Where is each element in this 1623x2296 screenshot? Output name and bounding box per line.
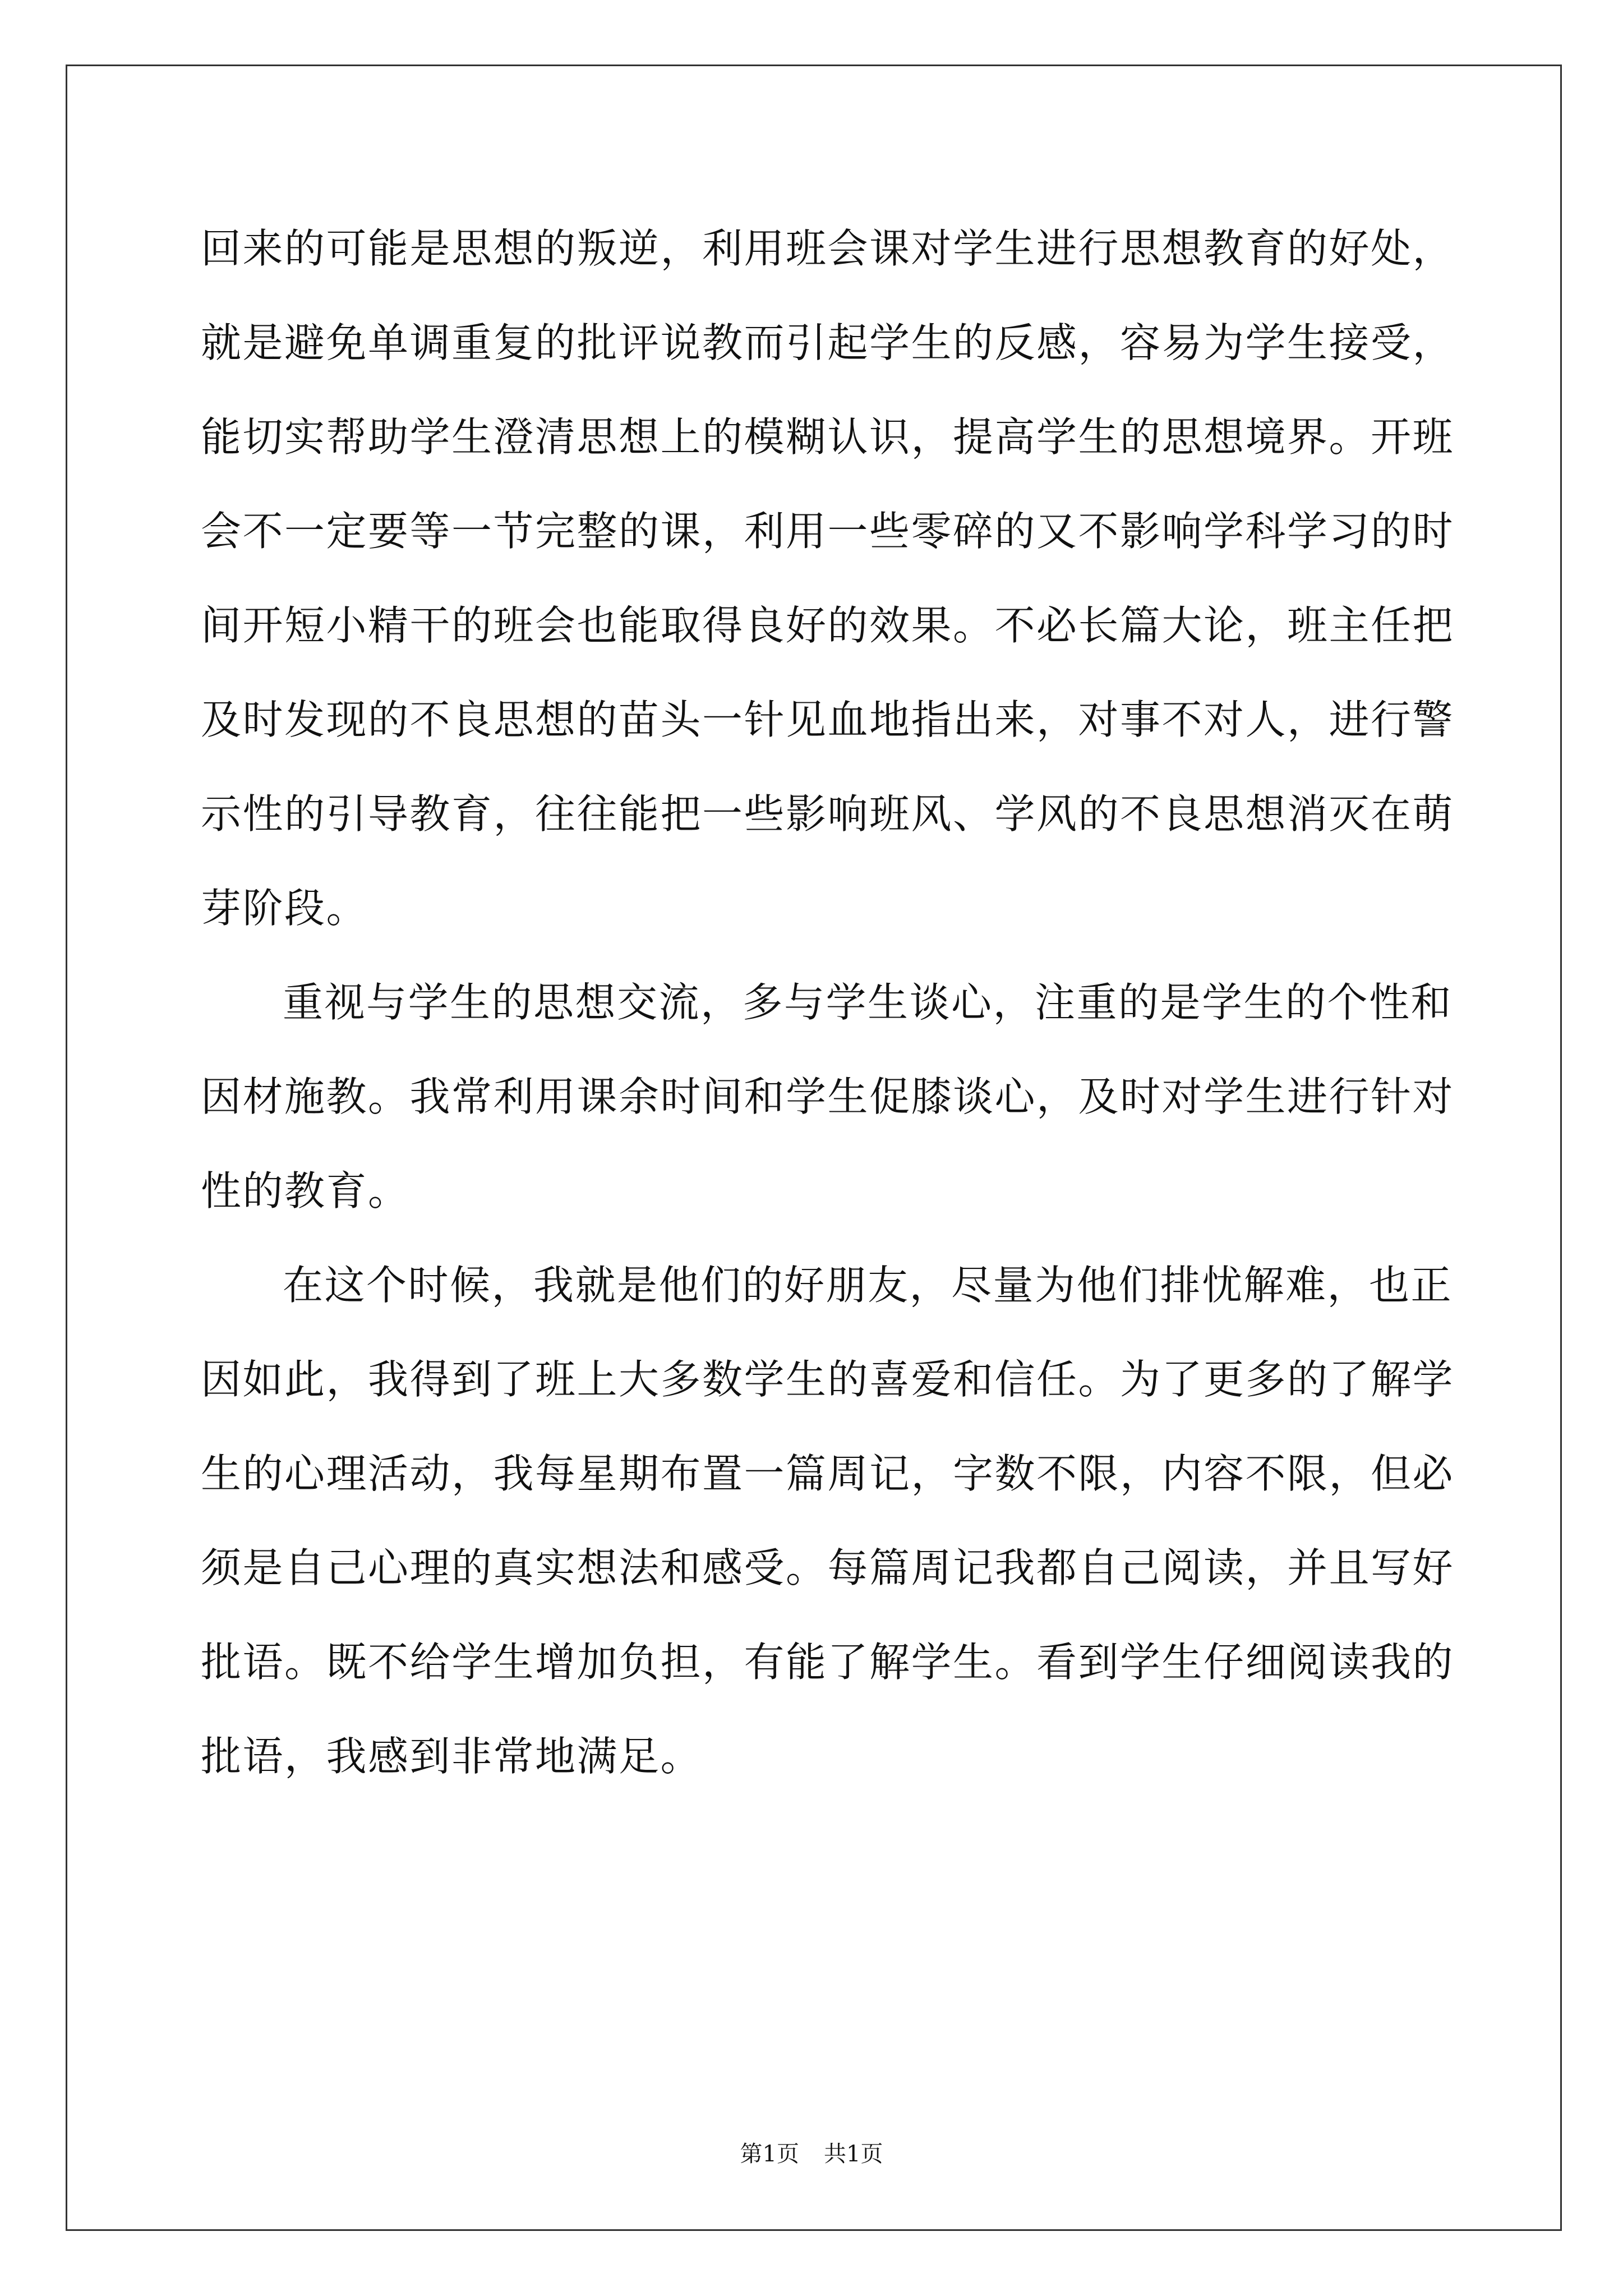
text-line: 能切实帮助学生澄清思想上的模糊认识，提高学生的思想境界。开班 — [201, 413, 1455, 461]
text-line: 就是避免单调重复的批评说教而引起学生的反感，容易为学生接受， — [201, 319, 1455, 366]
text-line: 在这个时候，我就是他们的好朋友，尽量为他们排忧解难，也正 — [283, 1262, 1453, 1309]
page-number: 第1页 — [740, 2141, 799, 2167]
page-footer — [0, 2137, 1623, 2171]
text-line: 间开短小精干的班会也能取得良好的效果。不必长篇大论，班主任把 — [201, 602, 1455, 649]
text-line: 示性的引导教育，往往能把一些影响班风、学风的不良思想消灭在萌 — [201, 790, 1455, 838]
text-line: 重视与学生的思想交流，多与学生谈心，注重的是学生的个性和 — [283, 979, 1453, 1026]
page-total: 共1页 — [824, 2141, 883, 2167]
page-border — [66, 65, 1562, 2231]
text-line: 性的教育。 — [201, 1167, 410, 1214]
text-line: 须是自己心理的真实想法和感受。每篇周记我都自己阅读，并且写好 — [201, 1544, 1455, 1591]
text-line: 批语。既不给学生增加负担，有能了解学生。看到学生仔细阅读我的 — [201, 1639, 1455, 1686]
text-line: 回来的可能是思想的叛逆，利用班会课对学生进行思想教育的好处， — [201, 225, 1455, 272]
text-line: 会不一定要等一节完整的课，利用一些零碎的又不影响学科学习的时 — [201, 508, 1455, 555]
text-line: 因材施教。我常利用课余时间和学生促膝谈心，及时对学生进行针对 — [201, 1073, 1455, 1120]
text-line: 生的心理活动，我每星期布置一篇周记，字数不限，内容不限，但必 — [201, 1450, 1455, 1497]
text-line: 批语，我感到非常地满足。 — [201, 1733, 703, 1780]
text-line: 因如此，我得到了班上大多数学生的喜爱和信任。为了更多的了解学 — [201, 1356, 1455, 1403]
text-line: 及时发现的不良思想的苗头一针见血地指出来，对事不对人，进行警 — [201, 696, 1455, 743]
text-line: 芽阶段。 — [201, 885, 368, 932]
